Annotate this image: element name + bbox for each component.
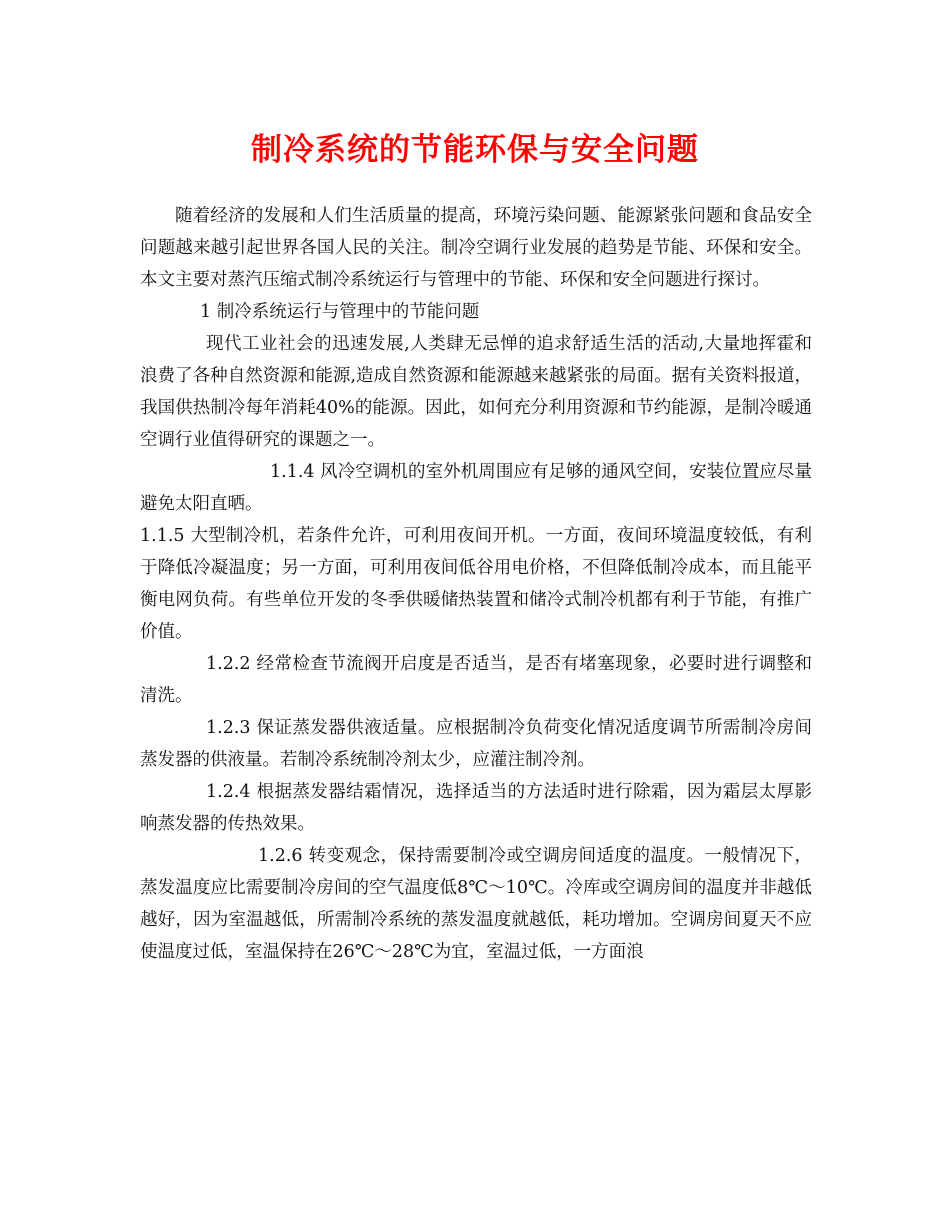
paragraph-1-1-5: 1.1.5 大型制冷机，若条件允许，可利用夜间开机。一方面，夜间环境温度较低，有利于降低冷凝温度；另一方面，可利用夜间低谷用电价格，不但降低制冷成本，而且能平衡电网负荷。有些单位开发的冬季供暖储热装置和储冷式制冷机都有利于节能，有推广价值。 [140,526,812,642]
paragraph-1-2-2: 1.2.2 经常检查节流阀开启度是否适当，是否有堵塞现象，必要时进行调整和清洗。 [140,654,812,706]
paragraph-1-1-4: 1.1.4 风冷空调机的室外机周围应有足够的通风空间，安装位置应尽量避免太阳直晒。 [140,462,812,514]
page-title: 制冷系统的节能环保与安全问题 [251,132,699,168]
paragraph-intro: 随着经济的发展和人们生活质量的提高，环境污染问题、能源紧张问题和食品安全问题越来越引起世界各国人民的关注。制冷空调行业发展的趋势是节能、环保和安全。本文主要对蒸汽压缩式制冷系统运行与管理中的节能、环保和安全问题进行探讨。 [140,206,812,290]
paragraph-1-2-4: 1.2.4 根据蒸发器结霜情况，选择适当的方法适时进行除霜，因为霜层太厚影响蒸发器的传热效果。 [140,782,812,834]
paragraph-1-2-3: 1.2.3 保证蒸发器供液适量。应根据制冷负荷变化情况适度调节所需制冷房间蒸发器的供液量。若制冷系统制冷剂太少，应灌注制冷剂。 [140,718,812,770]
paragraph-1-2-6: 1.2.6 转变观念，保持需要制冷或空调房间适度的温度。一般情况下，蒸发温度应比需要制冷房间的空气温度低8℃～10℃。冷库或空调房间的温度并非越低越好，因为室温越低，所需制冷系统的蒸发温度就越低，耗功增加。空调房间夏天不应使温度过低，室温保持在26℃～28℃为宜，室温过低，一方面浪 [140,846,812,962]
paragraph-energy: 现代工业社会的迅速发展,人类肆无忌惮的追求舒适生活的活动,大量地挥霍和浪费了各种自然资源和能源,造成自然资源和能源越来越紧张的局面。据有关资料报道，我国供热制冷每年消耗40%的能源。因此，如何充分利用资源和节约能源，是制冷暖通空调行业值得研究的课题之一。 [140,334,812,450]
document-body [140,200,812,968]
section-heading-1: 1 制冷系统运行与管理中的节能问题 [200,302,480,322]
